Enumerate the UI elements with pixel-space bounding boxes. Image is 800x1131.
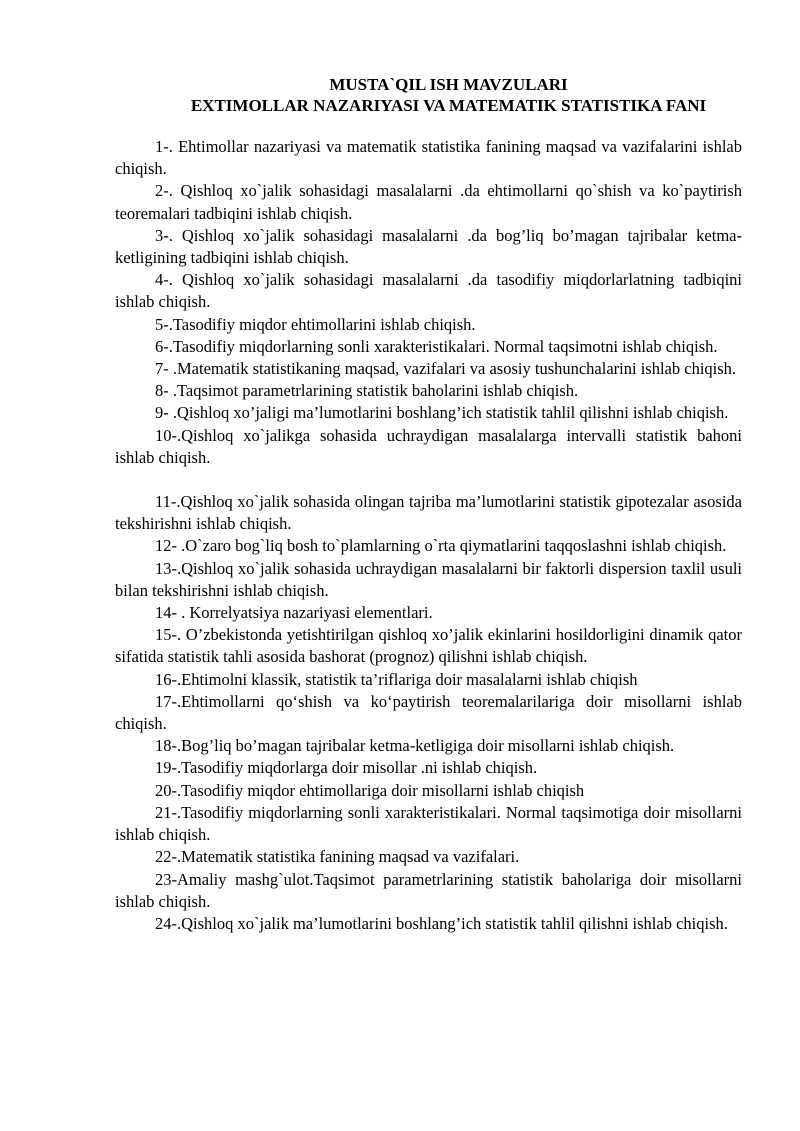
page-title: MUSTA`QIL ISH MAVZULARI [329, 75, 568, 94]
topic-item: 16-.Ehtimolni klassik, statistik ta’riflariga doir masalalarni ishlab chiqish [155, 669, 638, 689]
topic-item: 6-.Tasodifiy miqdorlarning sonli xarakteristikalari. Normal taqsimotni ishlab chiqish. [155, 336, 718, 356]
topic-item: 20-.Tasodifiy miqdor ehtimollariga doir misollarni ishlab chiqish [155, 780, 585, 800]
topic-item: 4-. Qishloq xo`jalik sohasidagi masalalarni .da tasodifiy miqdorlarlatning tadbiqini ishlab chiqish. [115, 270, 742, 312]
topic-item: 21-.Tasodifiy miqdorlarning sonli xarakteristikalari. Normal taqsimotiga doir misollarni ishlab chiqish. [115, 802, 742, 845]
page-subtitle: EXTIMOLLAR NAZARIYASI VA MATEMATIK STATISTIKA FANI [190, 96, 707, 115]
topic-item: 24-.Qishloq xo`jalik ma’lumotlarini boshlang’ich statistik tahlil qilishni ishlab chiqish. [155, 913, 728, 933]
topic-item: 23-Amaliy mashg`ulot.Taqsimot parametrlarining statistik baholariga doir misollarni ishlab chiqish. [115, 869, 742, 911]
topic-item: 1-. Ehtimollar nazariyasi va matematik statistika fanining maqsad va vazifalarini ishlab chiqish. [115, 137, 742, 179]
topic-item: 9- .Qishloq xo’jaligi ma’lumotlarini boshlang’ich statistik tahlil qilishni ishlab chiqish. [155, 403, 729, 423]
topic-item: 5-.Tasodifiy miqdor ehtimollarini ishlab chiqish. [155, 314, 476, 334]
topic-item: 15-. O’zbekistonda yetishtirilgan qishloq xo’jalik ekinlarini hosildorligini dinamik qator sifatida statistik tahli asosida bashorat (prognoz) qilishni ishlab chiqish. [115, 625, 742, 667]
topic-list [115, 136, 742, 935]
topic-item: 19-.Tasodifiy miqdorlarga doir misollar .ni ishlab chiqish. [155, 758, 538, 778]
topic-item: 8- .Taqsimot parametrlarining statistik baholarini ishlab chiqish. [155, 381, 579, 401]
document-page [115, 74, 742, 935]
topic-item: 18-.Bog’liq bo’magan tajribalar ketma-ketligiga doir misollarni ishlab chiqish. [155, 736, 675, 756]
topic-item: 10-.Qishloq xo`jalikga sohasida uchraydigan masalalarga intervalli statistik bahoni ishlab chiqish. [115, 425, 742, 467]
topic-item: 7- .Matematik statistikaning maqsad, vazifalari va asosiy tushunchalarini ishlab chiqish. [155, 359, 737, 379]
topic-item: 3-. Qishloq xo`jalik sohasidagi masalalarni .da bog’liq bo’magan tajribalar ketma-ketligining tadbiqini ishlab chiqish. [115, 225, 742, 268]
topic-item: 14- . Korrelyatsiya nazariyasi elementlari. [155, 603, 433, 623]
topic-item: 12- .O`zaro bog`liq bosh to`plamlarning o`rta qiymatlarini taqqoslashni ishlab chiqish. [155, 536, 727, 556]
topic-item: 22-.Matematik statistika fanining maqsad va vazifalari. [155, 847, 520, 867]
topic-item: 2-. Qishloq xo`jalik sohasidagi masalalarni .da ehtimollarni qo`shish va ko`paytirish teoremalari tadbiqini ishlab chiqish. [115, 181, 742, 223]
topic-item: 13-.Qishloq xo`jalik sohasida uchraydigan masalalarni bir faktorli dispersion taxlil usuli bilan tekshirishni ishlab chiqish. [115, 558, 742, 600]
topic-item: 11-.Qishloq xo`jalik sohasida olingan tajriba ma’lumotlarini statistik gipotezalar asosida tekshirishni ishlab chiqish. [115, 492, 742, 534]
topic-item: 17-.Ehtimollarni qo‘shish va ko‘paytirish teoremalarilariga doir misollarni ishlab chiqish. [115, 691, 742, 734]
